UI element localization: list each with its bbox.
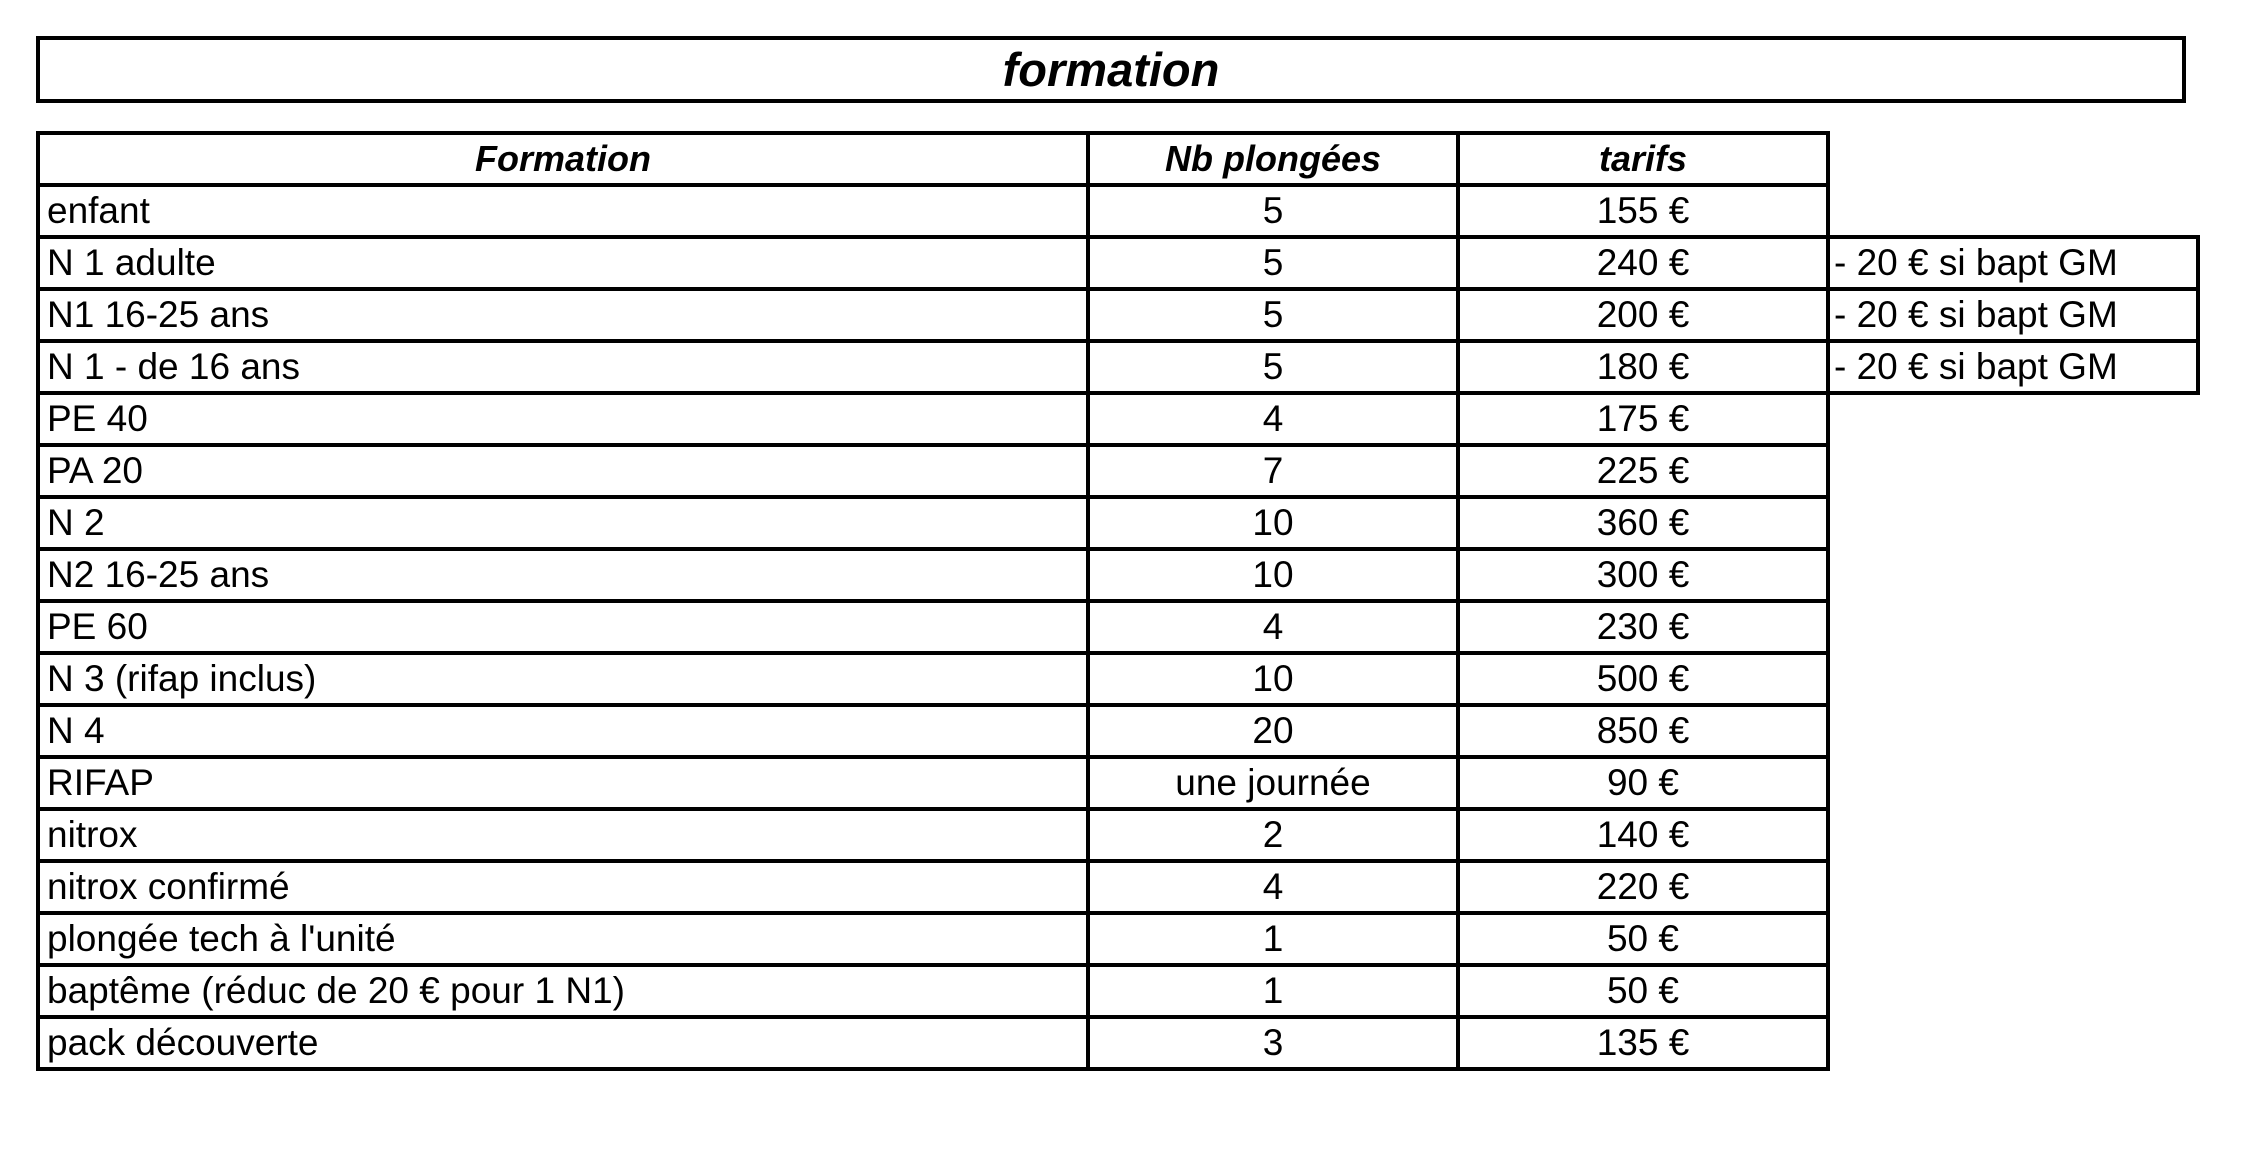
cell-tarif: 220 € xyxy=(1458,861,1828,913)
cell-formation: PE 40 xyxy=(38,393,1088,445)
cell-nb-plongees: 5 xyxy=(1088,341,1458,393)
cell-note: - 20 € si bapt GM xyxy=(1828,341,2198,393)
cell-tarif: 180 € xyxy=(1458,341,1828,393)
cell-empty xyxy=(1828,809,2198,861)
table-row xyxy=(38,1017,2198,1069)
cell-tarif: 140 € xyxy=(1458,809,1828,861)
table-row xyxy=(38,289,2198,341)
table-row xyxy=(38,393,2198,445)
cell-nb-plongees: 4 xyxy=(1088,601,1458,653)
table-body xyxy=(38,185,2198,1069)
cell-empty xyxy=(1828,913,2198,965)
table-row xyxy=(38,445,2198,497)
cell-empty xyxy=(1828,185,2198,237)
cell-tarif: 50 € xyxy=(1458,913,1828,965)
cell-nb-plongees: 4 xyxy=(1088,861,1458,913)
cell-nb-plongees: 20 xyxy=(1088,705,1458,757)
cell-formation: N2 16-25 ans xyxy=(38,549,1088,601)
cell-tarif: 90 € xyxy=(1458,757,1828,809)
cell-nb-plongees: 10 xyxy=(1088,653,1458,705)
cell-formation: nitrox xyxy=(38,809,1088,861)
table-row xyxy=(38,757,2198,809)
cell-formation: N 1 - de 16 ans xyxy=(38,341,1088,393)
cell-nb-plongees: 5 xyxy=(1088,289,1458,341)
cell-empty xyxy=(1828,1017,2198,1069)
cell-formation: baptême (réduc de 20 € pour 1 N1) xyxy=(38,965,1088,1017)
cell-note: - 20 € si bapt GM xyxy=(1828,289,2198,341)
header-formation: Formation xyxy=(38,133,1088,185)
cell-tarif: 500 € xyxy=(1458,653,1828,705)
cell-note: - 20 € si bapt GM xyxy=(1828,237,2198,289)
cell-nb-plongees: 3 xyxy=(1088,1017,1458,1069)
cell-empty xyxy=(1828,965,2198,1017)
cell-tarif: 240 € xyxy=(1458,237,1828,289)
cell-nb-plongees: 2 xyxy=(1088,809,1458,861)
cell-formation: N 1 adulte xyxy=(38,237,1088,289)
cell-tarif: 360 € xyxy=(1458,497,1828,549)
cell-empty xyxy=(1828,601,2198,653)
cell-nb-plongees: 10 xyxy=(1088,549,1458,601)
cell-empty xyxy=(1828,653,2198,705)
cell-empty xyxy=(1828,393,2198,445)
header-empty xyxy=(1828,133,2198,185)
cell-empty xyxy=(1828,445,2198,497)
cell-nb-plongees: 1 xyxy=(1088,913,1458,965)
pricing-table xyxy=(36,131,2200,1071)
table-row xyxy=(38,341,2198,393)
cell-empty xyxy=(1828,497,2198,549)
table-row xyxy=(38,601,2198,653)
header-nb-plongees: Nb plongées xyxy=(1088,133,1458,185)
cell-formation: N 3 (rifap inclus) xyxy=(38,653,1088,705)
cell-tarif: 50 € xyxy=(1458,965,1828,1017)
cell-formation: nitrox confirmé xyxy=(38,861,1088,913)
cell-tarif: 230 € xyxy=(1458,601,1828,653)
header-row xyxy=(38,133,2198,185)
cell-tarif: 135 € xyxy=(1458,1017,1828,1069)
cell-empty xyxy=(1828,549,2198,601)
cell-formation: pack découverte xyxy=(38,1017,1088,1069)
cell-tarif: 175 € xyxy=(1458,393,1828,445)
cell-formation: RIFAP xyxy=(38,757,1088,809)
table-row xyxy=(38,237,2198,289)
cell-nb-plongees: 1 xyxy=(1088,965,1458,1017)
cell-formation: N 4 xyxy=(38,705,1088,757)
header-tarifs: tarifs xyxy=(1458,133,1828,185)
page-title: formation xyxy=(36,36,2186,103)
table-row xyxy=(38,497,2198,549)
cell-formation: enfant xyxy=(38,185,1088,237)
cell-nb-plongees: 7 xyxy=(1088,445,1458,497)
cell-nb-plongees: 5 xyxy=(1088,237,1458,289)
cell-tarif: 155 € xyxy=(1458,185,1828,237)
cell-tarif: 225 € xyxy=(1458,445,1828,497)
table-row xyxy=(38,549,2198,601)
cell-tarif: 300 € xyxy=(1458,549,1828,601)
cell-tarif: 200 € xyxy=(1458,289,1828,341)
cell-nb-plongees: 10 xyxy=(1088,497,1458,549)
cell-formation: plongée tech à l'unité xyxy=(38,913,1088,965)
table-row xyxy=(38,809,2198,861)
table-row xyxy=(38,705,2198,757)
cell-tarif: 850 € xyxy=(1458,705,1828,757)
cell-nb-plongees: une journée xyxy=(1088,757,1458,809)
table-row xyxy=(38,653,2198,705)
cell-nb-plongees: 4 xyxy=(1088,393,1458,445)
cell-formation: N1 16-25 ans xyxy=(38,289,1088,341)
table-row xyxy=(38,185,2198,237)
table-row xyxy=(38,965,2198,1017)
cell-formation: PE 60 xyxy=(38,601,1088,653)
cell-empty xyxy=(1828,757,2198,809)
cell-empty xyxy=(1828,705,2198,757)
table-row xyxy=(38,861,2198,913)
cell-formation: PA 20 xyxy=(38,445,1088,497)
cell-formation: N 2 xyxy=(38,497,1088,549)
table-row xyxy=(38,913,2198,965)
cell-nb-plongees: 5 xyxy=(1088,185,1458,237)
cell-empty xyxy=(1828,861,2198,913)
